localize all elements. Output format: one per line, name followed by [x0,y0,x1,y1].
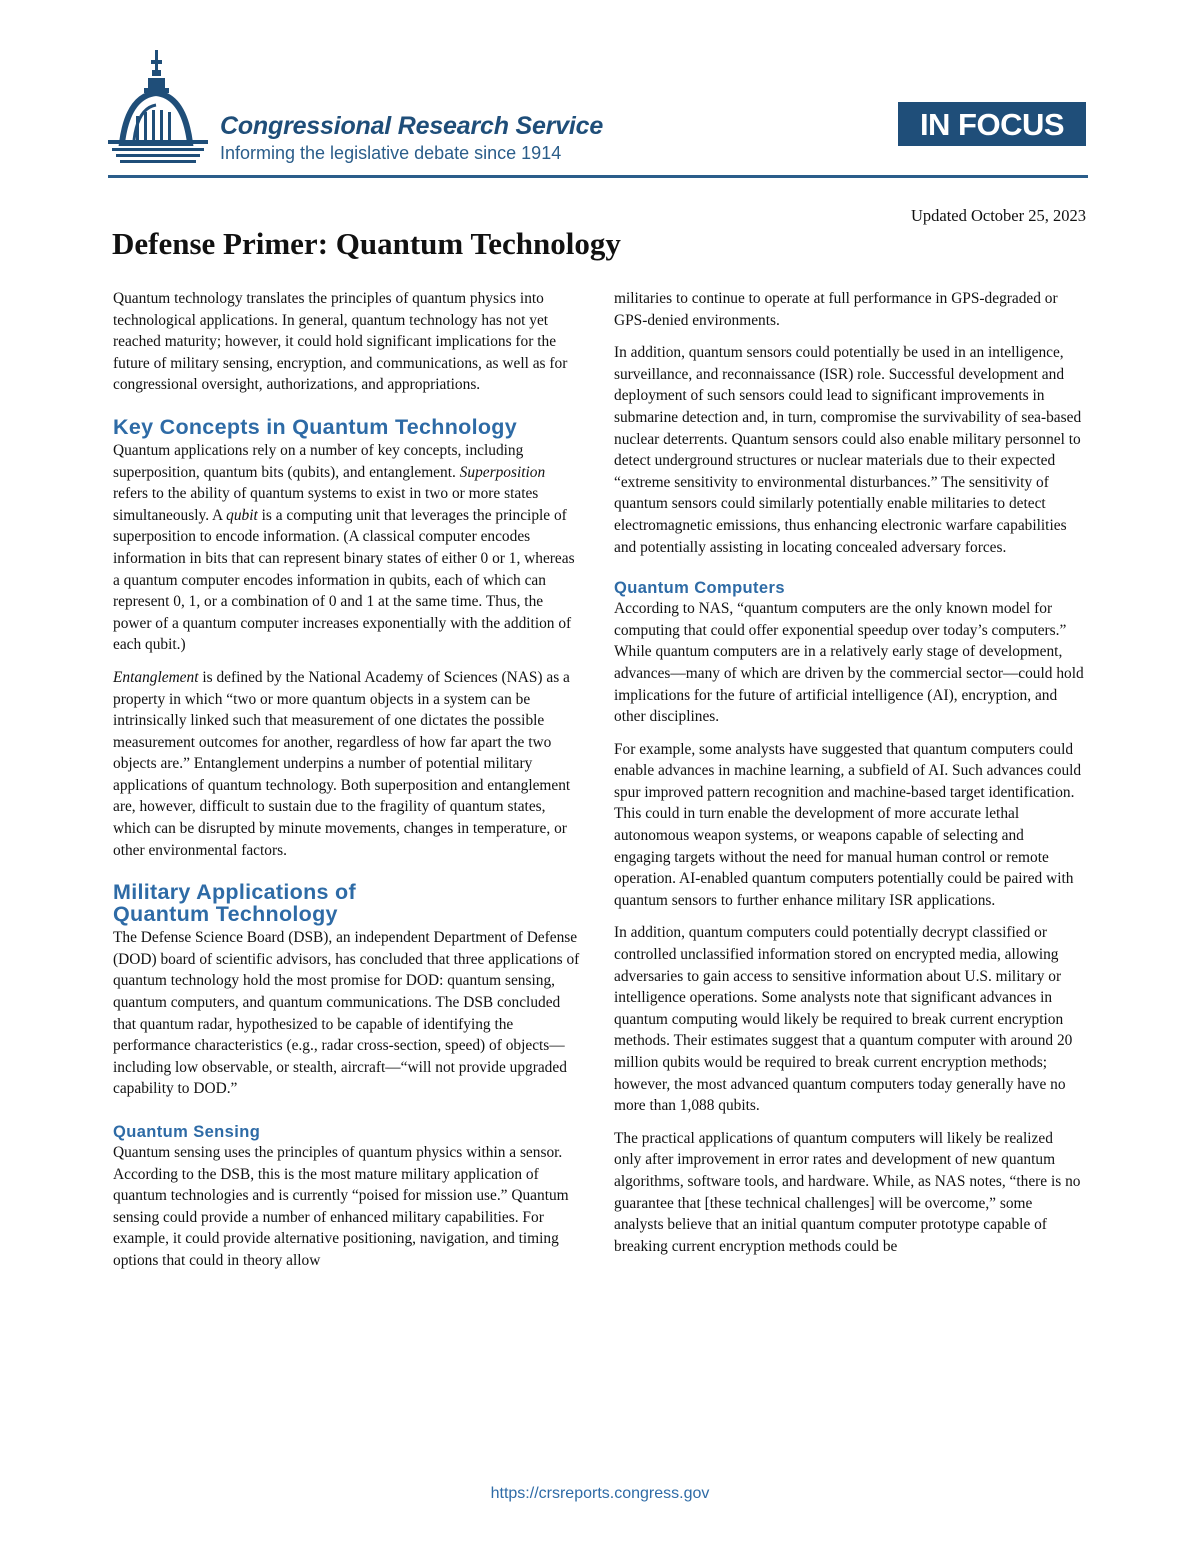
report-header [108,48,1088,178]
updated-date: Updated October 25, 2023 [910,206,1086,225]
capitol-dome-logo [108,48,218,173]
entanglement-paragraph: Entanglement is defined by the National Academy of Sciences (NAS) as a property in which “two or more quantum objects in a system can be intrinsically linked such that measurement of one dictates the possible measurement outcomes for another, regardless of how far apart the two objects are.” Entanglement underpins a number of potential military applications of quantum technology. Both superposition and entanglement are, however, difficult to sustain due to the fragility of quantum states, which can be disrupted by minute movements, changes in temperature, or other environmental factors. [113,668,571,859]
computers-paragraph-1: According to NAS, “quantum computers are the only known model for computing that could offer exponential speedup over today’s computers.” While quantum computers are in a relatively early stage of development, advances—many of which are driven by the commercial sector—could hold implications for the future of artificial intelligence (AI), encryption, and other disciplines. [614,600,1084,726]
heading-quantum-computers: Quantum Computers [614,579,785,598]
page-title: Defense Primer: Quantum Technology [112,226,621,261]
footer-url-link[interactable]: https://crsreports.congress.gov [490,1485,710,1502]
left-column [113,288,583,1283]
heading-quantum-sensing: Quantum Sensing [113,1123,261,1141]
sensing-continued-paragraph: militaries to continue to operate at full performance in GPS-degraded or GPS-denied environments. [614,290,1058,329]
heading-military-applications: Military Applications of Quantum Technology [113,880,356,927]
sensing-paragraph: Quantum sensing uses the principles of quantum physics within a sensor. According to the DSB, this is the most mature military application of quantum technologies and is currently “poised for mission use.” Quantum sensing could provide a number of enhanced military capabilities. For example, it could provide alternative positioning, navigation, and timing options that could in theory allow [113,1144,569,1269]
term-qubit: qubit [226,506,258,524]
header-divider [108,175,1088,178]
computers-paragraph-4: The practical applications of quantum computers will likely be realized only after improvement in error rates and development of new quantum algorithms, software tools, and hardware. While, as NAS notes, “there is no guarantee that [these technical challenges] will be overcome,” some analysts believe that an initial quantum computer prototype capable of breaking current encryption methods could be [614,1129,1081,1255]
term-superposition: Superposition [459,463,546,481]
intro-paragraph: Quantum technology translates the principles of quantum physics into technological applications. In general, quantum technology has not yet reached maturity; however, it could hold significant implications for the future of military sensing, encryption, and communications, as well as for congressional oversight, authorizations, and appropriations. [113,290,568,394]
military-paragraph: The Defense Science Board (DSB), an independent Department of Defense (DOD) board of scientific advisors, has concluded that three applications of quantum technology hold the most promise for DOD: quantum sensing, quantum computers, and quantum communications. The DSB concluded that quantum radar, hypothesized to be capable of identifying the performance characteristics (e.g., radar cross-section, speed) of objects—including low observable, or stealth, aircraft—“will not provide upgraded capability to DOD.” [113,929,580,1098]
right-column [614,288,1084,1268]
computers-paragraph-3: In addition, quantum computers could potentially decrypt classified or controlled unclassified information stored on encrypted media, allowing adversaries to gain access to sensitive information about U.S. military or intelligence operations. Some analysts note that significant advances in quantum computing would likely be required to break current encryption methods. Their estimates suggest that a quantum computer with around 20 million qubits would be required to break current encryption methods; however, the most advanced quantum computers today generally have no more than 1,088 qubits. [614,924,1073,1115]
heading-key-concepts: Key Concepts in Quantum Technology [113,414,518,439]
org-tagline: Informing the legislative debate since 1914 [220,143,562,163]
key-concepts-paragraph: Quantum applications rely on a number of key concepts, including superposition, quantum bits (qubits), and entanglement. Superposition refers to the ability of quantum systems to exist in two or more states simultaneously. A qubit is a computing unit that leverages the principle of superposition to encode information. (A classical computer encodes information in bits that can represent binary states of either 0 or 1, whereas a quantum computer encodes information in qubits, each of which can represent 0, 1, or a combination of 0 and 1 at the same time. Thus, the power of a quantum computer increases exponentially with the addition of each qubit.) [113,441,575,654]
computers-paragraph-2: For example, some analysts have suggested that quantum computers could enable advances in machine learning, a subfield of AI. Such advances could spur improved pattern recognition and machine-based target identification. This could in turn enable the development of more accurate lethal autonomous weapon systems, or weapons capable of selecting and engaging targets without the need for manual human control or remote operation. AI-enabled quantum computers potentially could be paired with quantum sensors to further enhance military ISR applications. [614,740,1082,909]
org-name: Congressional Research Service [220,112,604,140]
in-focus-badge: IN FOCUS [898,102,1086,146]
sensing-isr-paragraph: In addition, quantum sensors could potentially be used in an intelligence, surveillance, and reconnaissance (ISR) role. Successful development and deployment of such sensors could lead to significant improvements in submarine detection and, in turn, compromise the survivability of sea-based nuclear deterrents. Quantum sensors could also enable military personnel to detect underground structures or nuclear materials due to their expected “extreme sensitivity to environmental disturbances.” The sensitivity of quantum sensors could similarly potentially enable militaries to detect electromagnetic emissions, thus enhancing electronic warfare capabilities and potentially assisting in locating concealed adversary forces. [614,344,1082,556]
term-entanglement: Entanglement [113,668,199,686]
